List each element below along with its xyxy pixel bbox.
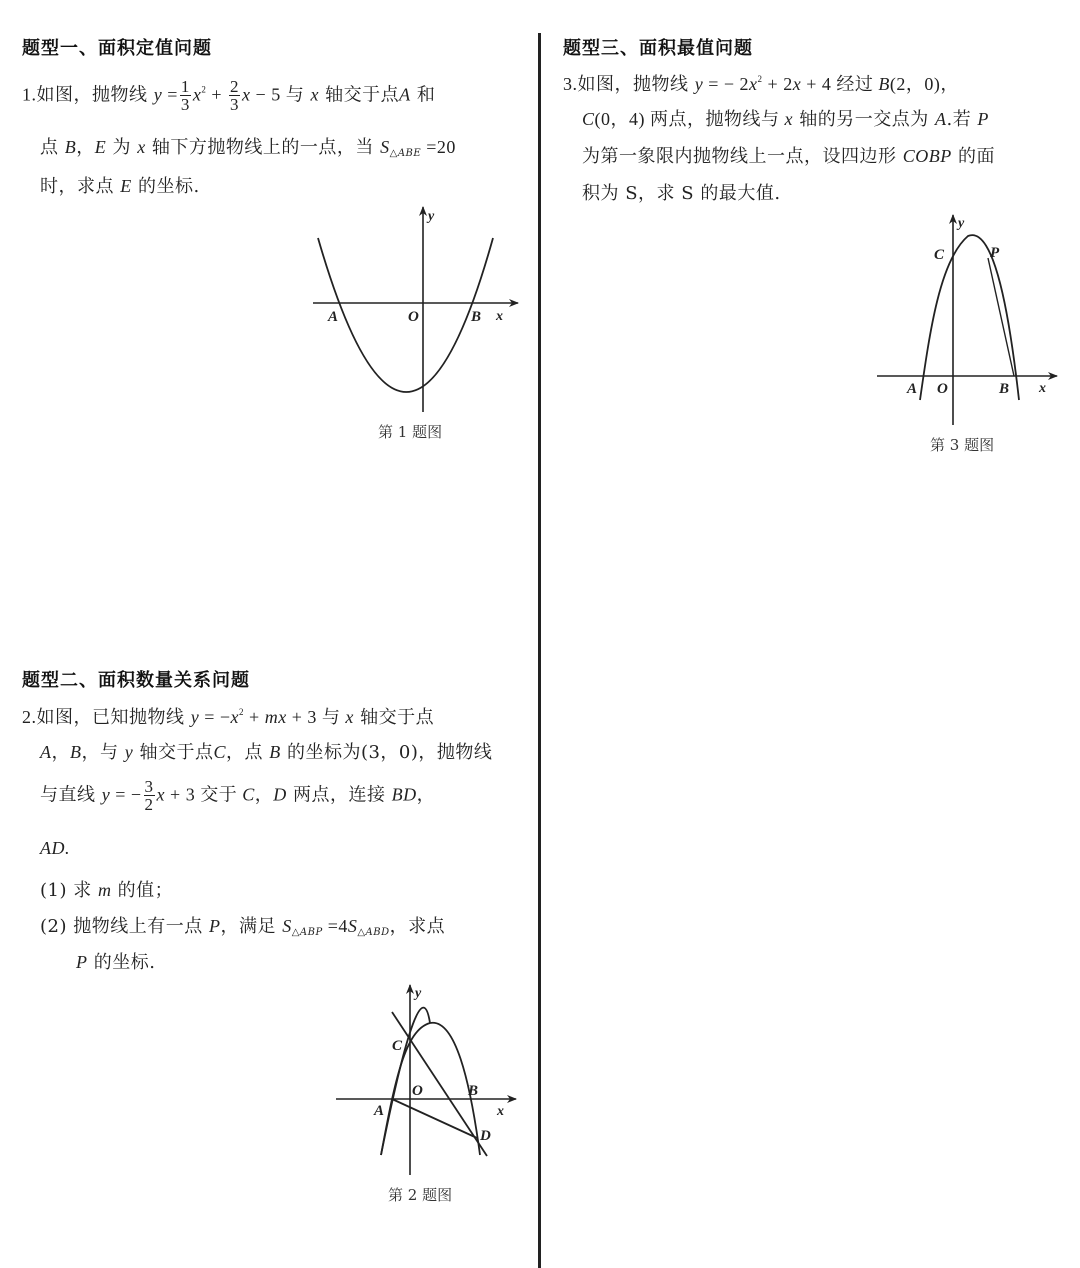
svg-text:O: O xyxy=(412,1083,423,1099)
problem-2-line-2: A，B，与 y 轴交于点C，点 B 的坐标为(3，0)，抛物线 xyxy=(40,742,493,763)
svg-text:y: y xyxy=(958,216,965,231)
svg-text:A: A xyxy=(374,1103,385,1119)
problem-2-question-1: (1) 求 m 的值； xyxy=(40,880,174,901)
fraction-one-third: $\frac{1}{3}$ xyxy=(180,77,190,114)
svg-text:B: B xyxy=(471,309,482,325)
figure-2-caption: 第 2 题图 xyxy=(388,1186,453,1204)
figure-3-parabola-diagram xyxy=(877,215,1057,425)
section-2-heading: 题型二、面积数量关系问题 xyxy=(22,670,250,691)
svg-text:P: P xyxy=(990,245,1000,261)
svg-text:x: x xyxy=(1039,381,1046,396)
problem-2-line-1: 2.如图，已知抛物线 $y = -x^2$ + mx + 3 与 x 轴交于点 xyxy=(22,707,435,728)
svg-text:A: A xyxy=(328,309,339,325)
problem-2-line-4: AD. xyxy=(40,838,70,858)
parabola-left-branch xyxy=(381,1008,430,1155)
svg-text:D: D xyxy=(480,1128,491,1144)
svg-text:C: C xyxy=(934,247,945,263)
figure-1-caption: 第 1 题图 xyxy=(378,423,443,441)
svg-text:x: x xyxy=(496,309,503,324)
problem-3-line-3: 为第一象限内抛物线上一点，设四边形 COBP 的面 xyxy=(582,146,995,167)
problem-2-question-2-cont: P 的坐标. xyxy=(76,952,156,973)
problem-3-line-2: C(0，4) 两点，抛物线与 x 轴的另一交点为 A.若 P xyxy=(582,109,989,130)
figure-1-parabola-diagram xyxy=(313,207,518,412)
svg-text:y: y xyxy=(428,209,435,224)
fraction-three-halves: $\frac{3}{2}$ xyxy=(144,777,154,814)
svg-text:O: O xyxy=(408,309,419,325)
figure-3-caption: 第 3 题图 xyxy=(930,436,995,454)
parabola-curve xyxy=(318,238,493,392)
problem-2-question-2: (2) 抛物线上有一点 P，满足 $S_{\triangle ABP} =4S_{\triangle ABD}$，求点 xyxy=(40,916,446,938)
section-3-heading: 题型三、面积最值问题 xyxy=(563,38,753,59)
segment-PB xyxy=(988,258,1014,376)
fraction-two-thirds: $\frac{2}{3}$ xyxy=(230,77,240,114)
section-1-heading: 题型一、面积定值问题 xyxy=(22,38,212,59)
svg-text:A: A xyxy=(907,381,918,397)
problem-1-line-3: 时，求点 E 的坐标. xyxy=(40,176,200,197)
svg-text:B: B xyxy=(468,1083,479,1099)
svg-text:y: y xyxy=(415,986,422,1001)
problem-1-line-2: 点 B，E 为 x 轴下方抛物线上的一点，当 $S_{\triangle ABE} =20$ xyxy=(40,137,456,159)
svg-text:B: B xyxy=(999,381,1010,397)
problem-1-line-1: 1.如图，抛物线 y = $\frac{1}{3}$ $x^2$ + $\frac{2}{3}$ x − 5 与 x 轴交于点A 和 xyxy=(22,77,436,114)
problem-3-line-1: 3.如图，抛物线 y = − $2x^2 + 2x + 4$ 经过 B(2，0)， xyxy=(563,74,959,95)
svg-text:O: O xyxy=(937,381,948,397)
problem-3-line-4: 积为 S，求 S 的最大值. xyxy=(582,183,781,204)
problem-2-line-3: 与直线 y = − $\frac{3}{2}$ x + 3 交于 C，D 两点，连接 BD， xyxy=(40,777,436,814)
svg-text:C: C xyxy=(392,1038,403,1054)
figure-2-parabola-line-diagram xyxy=(336,985,516,1175)
svg-text:x: x xyxy=(497,1104,504,1119)
segment-AD xyxy=(392,1099,477,1138)
